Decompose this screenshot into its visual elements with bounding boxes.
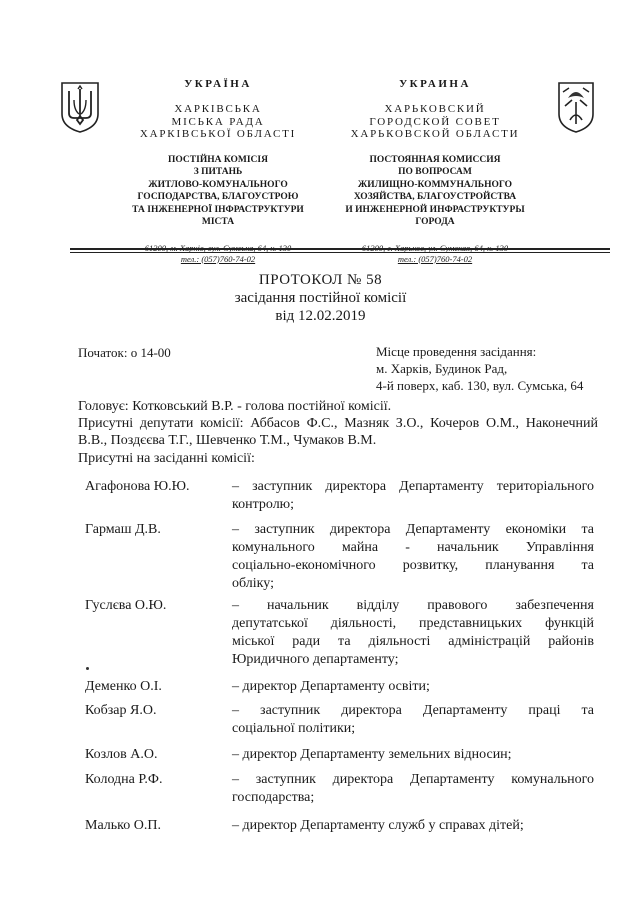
phone-ru: тел.: (057)760-74-02 — [397, 253, 473, 264]
country-name-ru: УКРАИНА — [399, 78, 471, 90]
attendee-position: – заступник директора Департаменту економіки та комунального майна - начальник Управління соціально-економічного розвитку, планування та обліку; — [232, 522, 594, 591]
attendee-position: – заступник директора Департаменту територіального контролю; — [232, 479, 594, 512]
kharkiv-coat-of-arms-icon — [556, 80, 596, 134]
attendee-name: Гармаш Д.В. — [85, 522, 161, 537]
attendee-name: Агафонова Ю.Ю. — [85, 479, 190, 494]
attendees-heading: Присутні на засіданні комісії: — [78, 451, 255, 466]
document-title — [0, 271, 641, 325]
present-members: Присутні депутати комісії: Аббасов Ф.С., Мазняк З.О., Кочеров О.М., Наконечний В.В., Поздєєва Т.Г., Шевченко Т.М., Чумаков В.М. — [78, 416, 598, 448]
attendee-name: Кобзар Я.О. — [85, 703, 157, 718]
header-divider-thick — [70, 248, 610, 250]
country-name-uk: УКРАЇНА — [184, 78, 252, 90]
address-ru: 61200, г. Харьков, ул. Сумская, 64, к. 130 тел.: (057)760-74-02 — [335, 243, 535, 265]
protocol-date: від 12.02.2019 — [275, 308, 366, 324]
council-name-ru: ХАРЬКОВСКИЙ ГОРОДСКОЙ СОВЕТ ХАРЬКОВСКОЙ ОБЛАСТИ — [350, 103, 520, 140]
attendee-position: – начальник відділу правового забезпечення депутатської діяльності, представницьких функцій міської ради та діяльності адміністрацій районів Юридичного департаменту; — [232, 598, 594, 667]
attendee-position: – директор Департаменту служб у справах дітей; — [232, 818, 524, 833]
trident-coat-of-arms-icon — [58, 80, 102, 134]
scan-speck — [86, 667, 89, 670]
attendee-name: Гуслєва О.Ю. — [85, 598, 167, 613]
address-uk: 61200, м. Харків, вул. Сумська, 64, к. 130 тел.: (057)760-74-02 — [118, 243, 318, 265]
header-left-ukrainian — [118, 78, 318, 265]
attendee-name: Малько О.П. — [85, 818, 161, 833]
header-right-russian — [335, 78, 535, 265]
start-time: Початок: о 14-00 — [78, 345, 171, 360]
attendee-name: Деменко О.І. — [85, 679, 162, 694]
attendee-position: – директор Департаменту освіти; — [232, 679, 430, 694]
attendee-position: – директор Департаменту земельних відносин; — [232, 747, 512, 762]
protocol-number: ПРОТОКОЛ № 58 — [258, 272, 383, 288]
commission-name-uk: ПОСТІЙНА КОМІСІЯ З ПИТАНЬ ЖИТЛОВО-КОМУНАЛЬНОГО ГОСПОДАРСТВА, БЛАГОУСТРОЮ ТА ІНЖЕНЕРНОЇ ІНФРАСТРУКТУРИ МІСТА — [132, 154, 304, 227]
header-divider-thin — [70, 252, 610, 253]
attendee-position: – заступник директора Департаменту комунального господарства; — [232, 772, 594, 805]
protocol-subtitle: засідання постійної комісії — [234, 290, 407, 306]
attendee-name: Колодна Р.Ф. — [85, 772, 163, 787]
attendee-position: – заступник директора Департаменту праці та соціальної політики; — [232, 703, 594, 736]
meeting-place: Місце проведення засідання: м. Харків, Будинок Рад, 4-й поверх, каб. 130, вул. Сумська, 64 — [376, 344, 584, 393]
phone-uk: тел.: (057)760-74-02 — [180, 253, 256, 264]
commission-name-ru: ПОСТОЯННАЯ КОМИССИЯ ПО ВОПРОСАМ ЖИЛИЩНО-КОММУНАЛЬНОГО ХОЗЯЙСТВА, БЛАГОУСТРОЙСТВА И ИНЖЕНЕРНОЙ ИНФРАСТРУКТУРЫ ГОРОДА — [345, 154, 525, 227]
attendee-name: Козлов А.О. — [85, 747, 158, 762]
chairperson-line: Головує: Котковський В.Р. - голова постійної комісії. — [78, 399, 392, 414]
council-name-uk: ХАРКІВСЬКА МІСЬКА РАДА ХАРКІВСЬКОЇ ОБЛАСТІ — [139, 103, 297, 140]
